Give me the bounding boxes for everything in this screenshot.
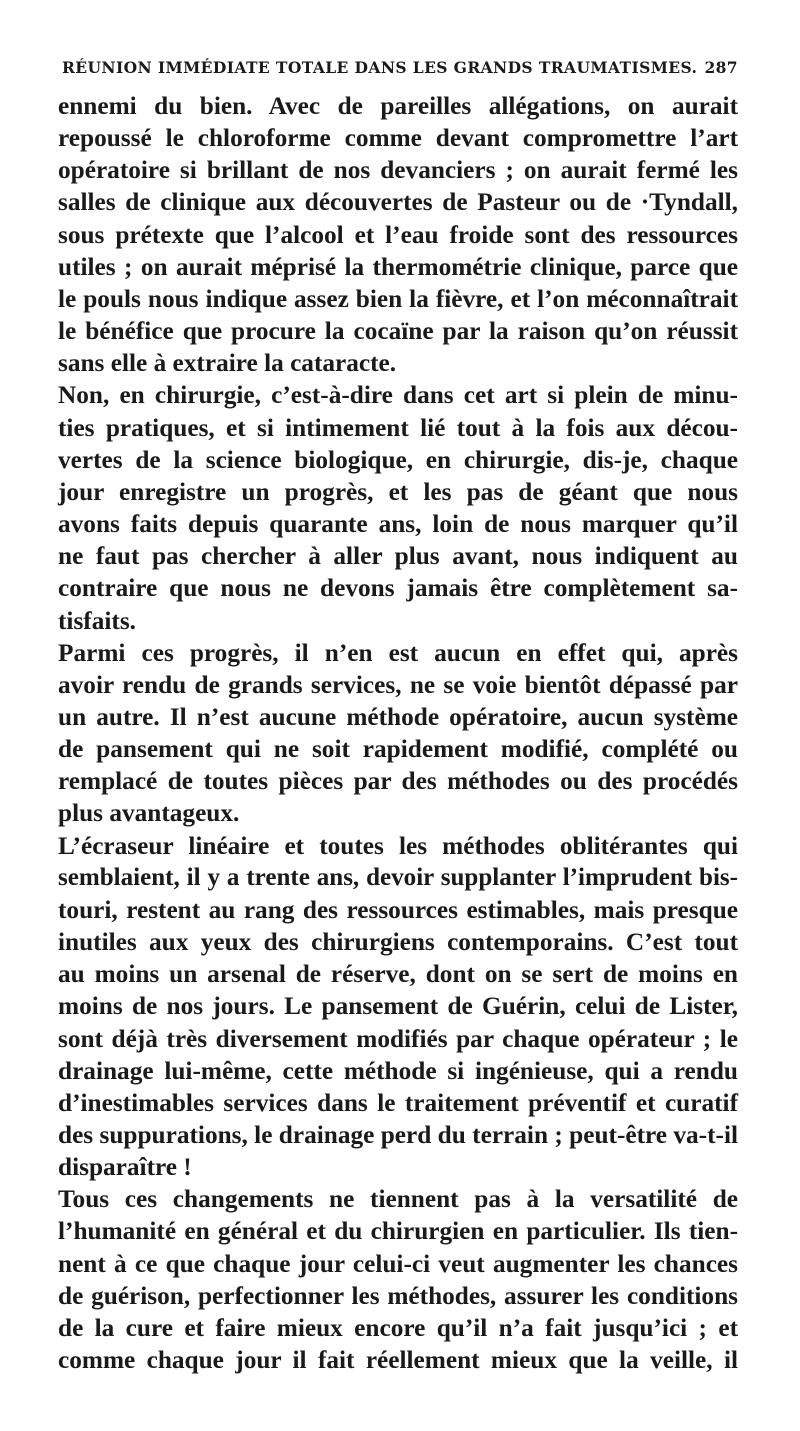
text-line: d’inestimables services dans le traitement préventif et curatif (58, 1088, 738, 1117)
text-line: opératoire si brillant de nos devanciers ; on aurait fermé les (58, 156, 738, 185)
text-line: de guérison, perfectionner les méthodes, assurer les conditions (58, 1281, 738, 1310)
text-line: avoir rendu de grands services, ne se voie bientôt dépassé par (58, 670, 738, 699)
text-line: de pansement qui ne soit rapidement modifié, complété ou (58, 735, 738, 764)
body-text (58, 90, 738, 1376)
running-header (62, 58, 738, 77)
text-line: au moins un arsenal de réserve, dont on se sert de moins en (58, 960, 738, 989)
paragraph (58, 637, 738, 830)
text-line: ne faut pas chercher à aller plus avant, nous indiquent au (58, 542, 738, 571)
text-line: le pouls nous indique assez bien la fièvre, et l’on méconnaîtrait (58, 284, 738, 313)
text-line: tisfaits. (58, 606, 136, 635)
page-number: 287 (704, 58, 738, 77)
text-line: sous prétexte que l’alcool et l’eau froide sont des ressources (58, 220, 738, 249)
text-line: des suppurations, le drainage perd du terrain ; peut-être va-t-il (58, 1121, 738, 1149)
text-line: drainage lui-même, cette méthode si ingénieuse, qui a rendu (58, 1056, 738, 1085)
text-line: contraire que nous ne devons jamais être complètement sa- (58, 574, 738, 603)
text-line: comme chaque jour il fait réellement mieux que la veille, il (58, 1346, 738, 1375)
text-line: Non, en chirurgie, c’est-à-dire dans cet art si plein de minu- (58, 381, 738, 410)
text-line: vertes de la science biologique, en chirurgie, dis-je, chaque (58, 445, 738, 474)
text-line: sans elle à extraire la cataracte. (58, 349, 397, 378)
text-line: le bénéfice que procure la cocaïne par la raison qu’on réussit (58, 317, 738, 346)
text-line: remplacé de toutes pièces par des méthodes ou des procédés (58, 767, 738, 796)
text-line: un autre. Il n’est aucune méthode opératoire, aucun système (58, 702, 738, 731)
text-line: avons faits depuis quarante ans, loin de nous marquer qu’il (58, 510, 738, 539)
text-line: plus avantageux. (58, 799, 240, 828)
running-title: RÉUNION IMMÉDIATE TOTALE DANS LES GRANDS TRAUMATISMES. (62, 58, 698, 77)
text-line: sont déjà très diversement modifiés par chaque opérateur ; le (58, 1024, 738, 1053)
text-line: utiles ; on aurait méprisé la thermométrie clinique, parce que (58, 252, 738, 281)
text-line: semblaient, il y a trente ans, devoir supplanter l’imprudent bis- (58, 863, 738, 891)
paragraph (58, 90, 738, 379)
text-line: repoussé le chloroforme comme devant compromettre l’art (58, 124, 738, 153)
text-line: ties pratiques, et si intimement lié tout à la fois aux décou- (58, 413, 738, 442)
text-line: Tous ces changements ne tiennent pas à la versatilité de (58, 1185, 738, 1214)
text-line: salles de clinique aux découvertes de Pasteur ou de ·Tyndall, (58, 188, 738, 217)
text-line: jour enregistre un progrès, et les pas de géant que nous (58, 477, 738, 506)
paragraph (58, 830, 738, 1184)
text-line: touri, restent au rang des ressources estimables, mais presque (58, 895, 738, 924)
text-line: ennemi du bien. Avec de pareilles allégations, on aurait (58, 92, 738, 120)
text-line: L’écraseur linéaire et toutes les méthodes oblitérantes qui (58, 831, 738, 860)
text-line: nent à ce que chaque jour celui-ci veut augmenter les chances (58, 1249, 738, 1278)
text-line: Parmi ces progrès, il n’en est aucun en effet qui, après (58, 638, 738, 667)
text-line: moins de nos jours. Le pansement de Guérin, celui de Lister, (58, 992, 738, 1021)
text-line: inutiles aux yeux des chirurgiens contemporains. C’est tout (58, 928, 738, 957)
paragraph (58, 1183, 738, 1376)
text-line: l’humanité en général et du chirurgien en particulier. Ils tien- (58, 1217, 738, 1246)
text-line: de la cure et faire mieux encore qu’il n’a fait jusqu’ici ; et (58, 1313, 738, 1342)
text-line: disparaître ! (58, 1153, 192, 1182)
paragraph (58, 379, 738, 636)
